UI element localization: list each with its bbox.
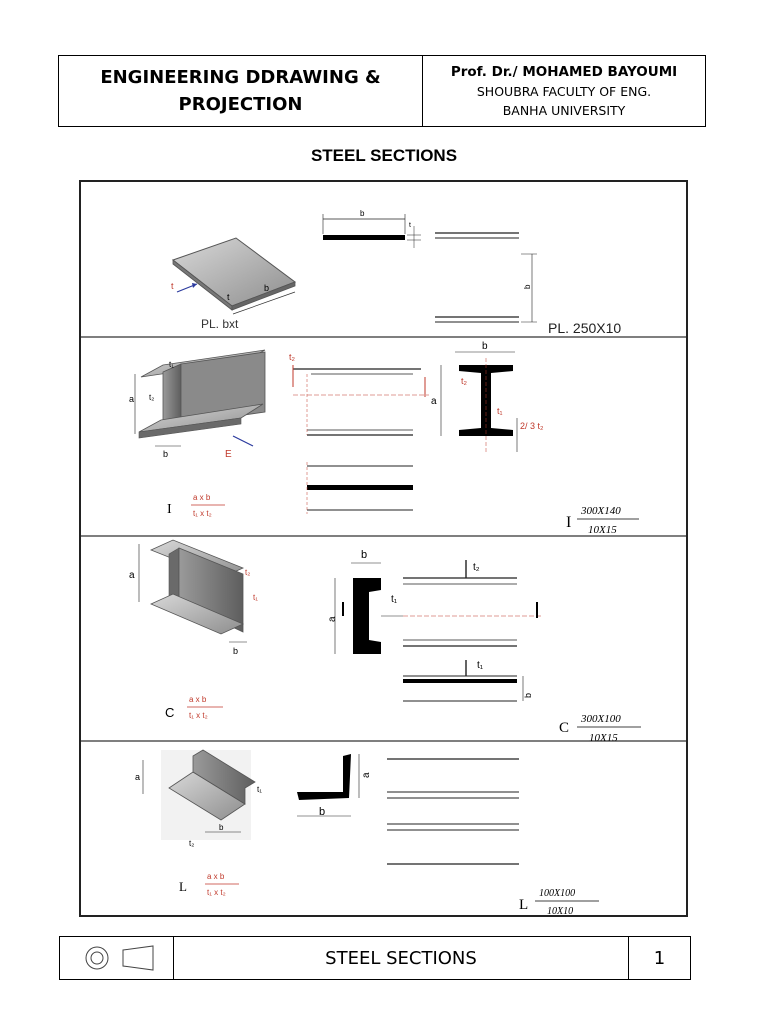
plate-section-bar — [323, 235, 405, 240]
l-iso-t1-label: t₁ — [257, 785, 262, 794]
angle-section-shape — [297, 754, 351, 800]
i-designation-bottom: 10X15 — [588, 524, 617, 536]
channel-cross-section — [327, 549, 403, 654]
plate-designation: PL. 250X10 — [548, 320, 622, 336]
i-sec-ratio-label: 2/ 3 t₂ — [520, 421, 544, 431]
footer-title: STEEL SECTIONS — [174, 937, 629, 979]
author-cell — [423, 56, 705, 126]
i-iso-a-label: a — [129, 394, 135, 404]
c-symbol: C — [165, 705, 175, 720]
title-block-footer — [59, 936, 691, 980]
c-sec-a-label: a — [327, 616, 338, 622]
plate-panel — [171, 209, 621, 336]
c-plan-t1-label: t₁ — [477, 660, 484, 671]
professor-name: Prof. Dr./ MOHAMED BAYOUMI — [450, 64, 678, 80]
i-beam-elevation — [289, 352, 429, 435]
view-arrow-icon — [233, 436, 253, 446]
c-formula-top: a x b — [189, 695, 207, 704]
steel-sections-figure — [79, 180, 688, 917]
i-beam-plan — [307, 462, 413, 514]
l-iso-t2-label: t₂ — [189, 839, 195, 848]
c-formula-bottom: t₁ x t₂ — [189, 711, 208, 720]
i-designation-symbol: I — [566, 514, 572, 531]
i-symbol: I — [167, 502, 172, 517]
angle-elevation — [387, 759, 519, 864]
page-number: 1 — [653, 947, 666, 969]
i-beam-isometric — [129, 350, 265, 460]
i-iso-b-label: b — [163, 449, 169, 459]
steel-sections-drawing — [81, 182, 686, 915]
c-plan-b-label: b — [523, 692, 533, 698]
plate-front-view — [323, 209, 421, 248]
i-sec-b-label: b — [482, 341, 488, 352]
plate-top-view — [435, 233, 621, 336]
i-sec-a-label: a — [431, 396, 437, 407]
l-sec-a-label: a — [361, 772, 372, 778]
i-iso-arrow-label: E — [225, 449, 232, 460]
angle-cross-section — [297, 754, 372, 818]
c-iso-t1-label: t₁ — [253, 593, 258, 602]
plate-front-t-label: t — [409, 222, 411, 229]
i-iso-t2-label: t₂ — [149, 393, 155, 402]
i-elev-t2-label: t₂ — [289, 352, 295, 362]
university-name: BANHA UNIVERSITY — [502, 103, 626, 118]
i-designation-top: 300X140 — [581, 505, 621, 517]
plate-iso-t-label: t — [227, 292, 230, 302]
channel-elevation — [403, 560, 541, 646]
c-sec-b-label: b — [361, 549, 368, 561]
l-iso-a-label: a — [135, 772, 141, 782]
c-elev-t2-label: t₂ — [473, 562, 480, 573]
c-iso-a-label: a — [129, 570, 135, 581]
l-iso-b-label: b — [219, 823, 224, 832]
channel-isometric — [129, 540, 258, 656]
l-designation-symbol: L — [519, 897, 529, 913]
title-block-header — [58, 55, 706, 127]
course-title-line2: PROJECTION — [178, 94, 303, 115]
c-iso-b-label: b — [233, 646, 239, 656]
l-formula-bottom: t₁ x t₂ — [207, 888, 226, 897]
l-symbol: L — [179, 879, 187, 894]
sheet-title: STEEL SECTIONS — [310, 146, 458, 165]
plate-top-b-label: b — [523, 284, 532, 289]
c-designation-bottom: 10X15 — [589, 732, 618, 744]
l-formula-top: a x b — [207, 872, 225, 881]
i-formula-top: a x b — [193, 493, 211, 502]
i-beam-panel — [129, 341, 639, 536]
first-angle-projection-icon — [75, 944, 159, 972]
channel-plan — [403, 660, 533, 701]
angle-panel — [135, 750, 599, 915]
channel-panel — [129, 540, 641, 744]
plate-front-b-label: b — [360, 209, 365, 218]
l-designation-bottom: 10X10 — [547, 906, 574, 915]
c-designation-top: 300X100 — [581, 713, 621, 725]
c-sec-t1-label: t₁ — [391, 594, 398, 605]
i-sec-t1-label: t₁ — [497, 406, 503, 416]
l-sec-b-label: b — [319, 806, 326, 818]
i-iso-t1-label: t₁ — [169, 360, 174, 369]
course-title-cell — [59, 56, 423, 126]
c-designation-symbol: C — [559, 720, 570, 736]
plate-iso-label: PL. bxt — [201, 317, 239, 331]
l-designation-top: 100X100 — [539, 888, 576, 899]
i-formula-bottom: t₁ x t₂ — [193, 509, 212, 518]
channel-section-shape — [353, 578, 381, 654]
course-title-line1: ENGINEERING DDRAWING & — [100, 67, 381, 88]
svg-text:t: t — [171, 281, 174, 291]
faculty-name: SHOUBRA FACULTY OF ENG. — [476, 84, 652, 99]
i-beam-cross-section — [431, 341, 544, 452]
c-iso-t2-label: t₂ — [245, 568, 251, 577]
angle-isometric — [135, 750, 262, 848]
plate-iso-b-label: b — [264, 283, 270, 293]
projection-symbol-cell — [60, 937, 174, 979]
i-sec-t2-label: t₂ — [461, 376, 467, 386]
plate-isometric — [171, 238, 295, 331]
